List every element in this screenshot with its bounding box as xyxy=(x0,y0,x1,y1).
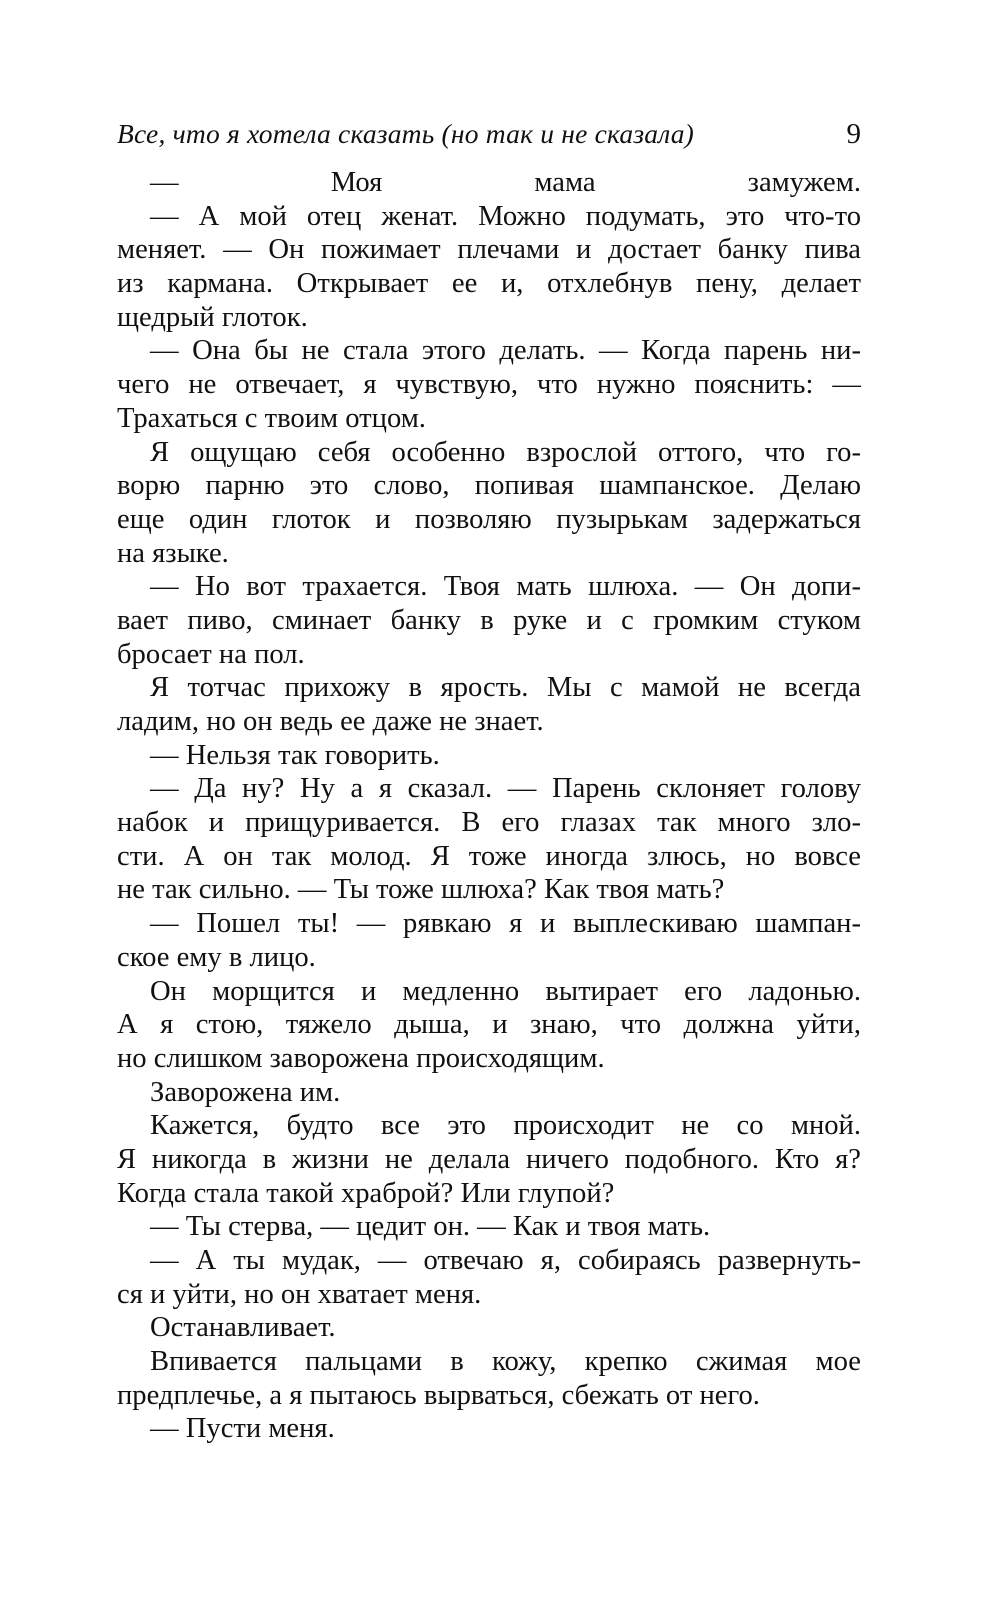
text-line: вает пиво, сминает банку в руке и с громким стуком xyxy=(117,604,861,636)
text-line: чего не отвечает, я чувствую, что нужно пояснить: — xyxy=(117,369,861,401)
text-line: ворю парню это слово, попивая шампанское. Делаю xyxy=(117,470,861,502)
text-line: не так сильно. — Ты тоже шлюха? Как твоя мать? xyxy=(117,874,725,906)
text-line: меняет. — Он пожимает плечами и достает банку пива xyxy=(117,234,861,266)
page-number: 9 xyxy=(846,118,861,150)
text-line: — Пусти меня. xyxy=(150,1413,335,1445)
text-line: сти. А он так молод. Я тоже иногда злюсь, но вовсе xyxy=(117,840,861,872)
text-line: ское ему в лицо. xyxy=(117,941,316,973)
text-line: из кармана. Открывает ее и, отхлебнув пену, делает xyxy=(117,268,861,300)
text-line: А я стою, тяжело дыша, и знаю, что должна уйти, xyxy=(117,1009,861,1041)
text-line: — Пошел ты! — рявкаю я и выплескиваю шампан- xyxy=(150,908,861,940)
text-line: Я ощущаю себя особенно взрослой оттого, что го- xyxy=(150,436,861,468)
text-line: Он морщится и медленно вытирает его ладонью. xyxy=(150,975,861,1007)
text-line: Кажется, будто все это происходит не со мной. xyxy=(150,1110,861,1142)
text-line: — Нельзя так говорить. xyxy=(150,739,440,771)
text-line: — Ты стерва, — цедит он. — Как и твоя мать. xyxy=(150,1211,711,1243)
text-line: Впивается пальцами в кожу, крепко сжимая мое xyxy=(150,1346,861,1378)
running-header xyxy=(117,114,861,154)
text-line: Я тотчас прихожу в ярость. Мы с мамой не всегда xyxy=(150,672,861,704)
text-line: еще один глоток и позволяю пузырькам задержаться xyxy=(117,503,861,535)
text-line: Я никогда в жизни не делала ничего подобного. Кто я? xyxy=(117,1143,861,1175)
text-line: — А мой отец женат. Можно подумать, это что-то xyxy=(150,200,861,232)
text-line: щедрый глоток. xyxy=(117,301,308,333)
text-line: — А ты мудак, — отвечаю я, собираясь развернуть- xyxy=(150,1245,861,1276)
text-line: на языке. xyxy=(117,537,229,569)
text-line: — Да ну? Ну а я сказал. — Парень склоняет голову xyxy=(150,773,861,805)
text-line: бросает на пол. xyxy=(117,638,305,670)
text-line: Заворожена им. xyxy=(150,1076,341,1108)
text-line: — Она бы не стала этого делать. — Когда парень ни- xyxy=(150,335,861,367)
text-line: Когда стала такой храброй? Или глупой? xyxy=(117,1177,615,1209)
body-text xyxy=(117,166,861,1446)
text-line: — Но вот трахается. Твоя мать шлюха. — Он допи- xyxy=(150,571,861,603)
text-line: ладим, но он ведь ее даже не знает. xyxy=(117,706,544,737)
book-title: Все, что я хотела сказать (но так и не сказала) xyxy=(117,118,695,149)
text-line: ся и уйти, но он хватает меня. xyxy=(117,1278,482,1310)
text-line: — Моя мама замужем. xyxy=(150,167,861,198)
text-line: но слишком заворожена происходящим. xyxy=(117,1042,605,1074)
text-line: предплечье, а я пытаюсь вырваться, сбежать от него. xyxy=(117,1379,760,1411)
text-line: набок и прищуривается. В его глазах так много зло- xyxy=(117,807,861,839)
text-line: Трахаться с твоим отцом. xyxy=(117,402,426,434)
text-line: Останавливает. xyxy=(150,1312,336,1344)
